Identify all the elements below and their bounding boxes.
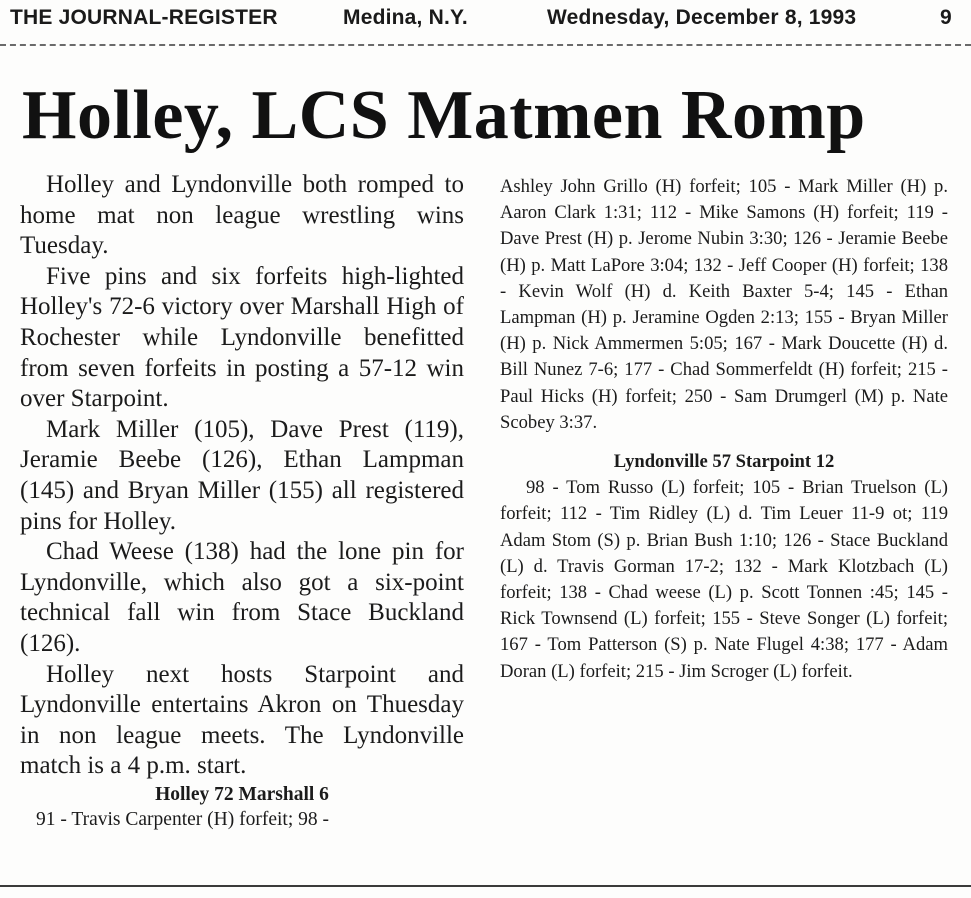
publication-name: THE JOURNAL-REGISTER: [10, 6, 278, 29]
results-holley-start: 91 - Travis Carpenter (H) forfeit; 98 -: [36, 808, 329, 830]
publication-date: Wednesday, December 8, 1993: [547, 6, 857, 29]
story-paragraph: Holley and Lyndonville both romped to home mat non league wrestling wins Tuesday.: [20, 171, 464, 260]
results-lyndonville: 98 - Tom Russo (L) forfeit; 105 - Brian Truelson (L) forfeit; 112 - Tim Ridley (L) d. Tim Leuer 11-9 ot; 119 Adam Stom (S) p. Brian Bush 1:10; 126 - Stace Buckland (L) d. Travis Gorman 17-2; 132 - Mark Klotzbach (L) forfeit; 138 - Chad weese (L) p. Scott Tonnen :45; 145 - Rick Townsend (L) forfeit; 155 - Steve Songer (L) forfeit; 167 - Tom Patterson (S) p. Nate Flugel 4:38; 177 - Adam Doran (L) forfeit; 215 - Jim Scroger (L) forfeit.: [500, 477, 948, 682]
article-headline: Holley, LCS Matmen Romp: [22, 77, 866, 154]
masthead-folio-line: [10, 2, 960, 34]
results-holley-continued: Ashley John Grillo (H) forfeit; 105 - Mark Miller (H) p. Aaron Clark 1:31; 112 - Mike Samons (H) forfeit; 119 - Dave Prest (H) p. Jerome Nubin 3:30; 126 - Jeramie Beebe (H) p. Matt LaPore 3:04; 132 - Jeff Cooper (H) forfeit; 138 - Kevin Wolf (H) d. Keith Baxter 5-4; 145 - Ethan Lampman (H) p. Jeramine Ogden 2:13; 155 - Bryan Miller (H) p. Nick Ammermen 5:05; 167 - Mark Doucette (H) d. Bill Nunez 7-6; 177 - Chad Sommerfeldt (H) forfeit; 215 - Paul Hicks (H) forfeit; 250 - Sam Drumgerl (M) p. Nate Scobey 3:37.: [500, 176, 948, 433]
page-number: 9: [940, 6, 952, 29]
story-paragraph: Mark Miller (105), Dave Prest (119), Jeramie Beebe (126), Ethan Lampman (145) and Bryan Miller (155) all registered pins for Holley.: [20, 415, 464, 535]
article-column-left: [20, 170, 464, 833]
bottom-divider: [0, 885, 971, 887]
folio-divider: [0, 44, 971, 46]
results-heading-lyndonville: Lyndonville 57 Starpoint 12: [613, 451, 835, 473]
story-paragraph: Chad Weese (138) had the lone pin for Lyndonville, which also got a six-point technical fall win from Stace Buckland (126).: [20, 538, 464, 657]
publication-place: Medina, N.Y.: [343, 6, 468, 29]
article-column-right: [500, 174, 948, 685]
story-paragraph: Five pins and six forfeits high-lighted Holley's 72-6 victory over Marshall High of Rochester while Lyndonville benefitted from seven forfeits in posting a 57-12 win over Starpoint.: [20, 262, 464, 413]
results-heading-holley: Holley 72 Marshall 6: [155, 783, 329, 805]
story-paragraph: Holley next hosts Starpoint and Lyndonville entertains Akron on Thuesday in non league meets. The Lyndonville match is a 4 p.m. start.: [20, 660, 464, 780]
